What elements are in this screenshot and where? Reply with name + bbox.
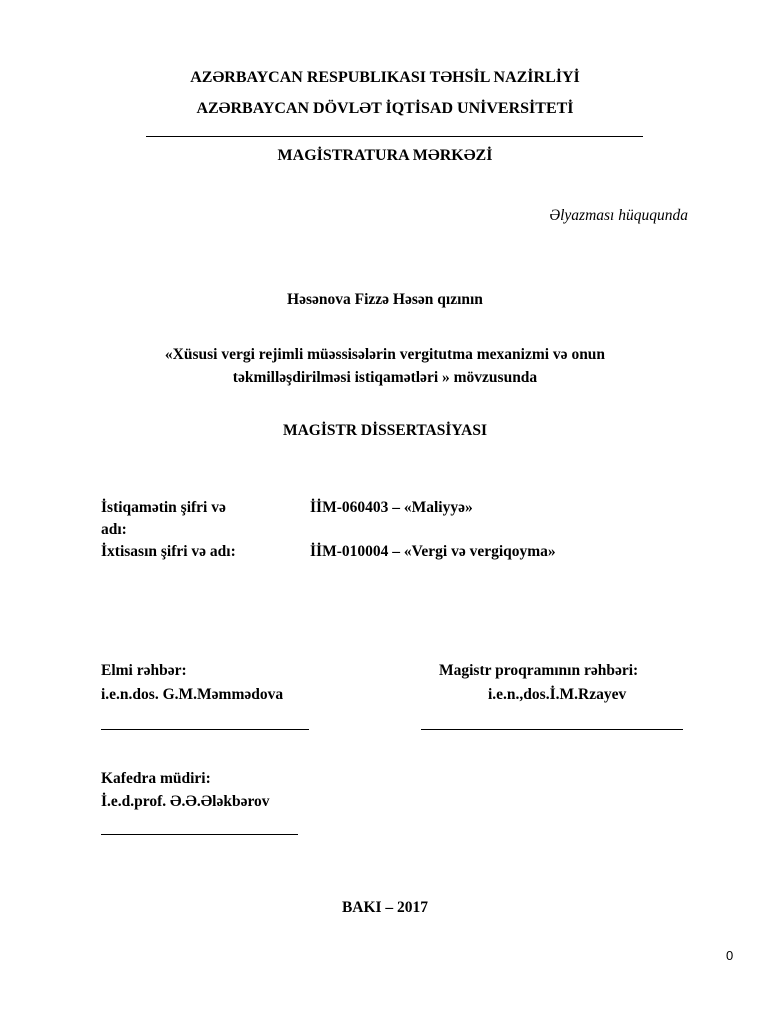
- advisor-signature-line: [101, 729, 309, 730]
- direction-label-line-2: adı:: [101, 521, 127, 538]
- direction-value: İİM-060403 – «Maliyyə»: [310, 499, 473, 516]
- advisor-name: i.e.n.dos. G.M.Məmmədova: [101, 686, 284, 703]
- program-head-title: Magistr proqramının rəhbəri:: [439, 662, 639, 679]
- direction-label-line-1: İstiqamətin şifri və: [101, 499, 226, 516]
- dept-head-name: İ.e.d.prof. Ə.Ə.Ələkbərov: [101, 793, 270, 810]
- topic-line-2: təkmilləşdirilməsi istiqamətləri » mövzusunda: [232, 369, 538, 386]
- program-head-name: i.e.n.,dos.İ.M.Rzayev: [488, 686, 627, 703]
- manuscript-note: Əlyazması hüququnda: [549, 207, 688, 224]
- dept-head-signature-line: [101, 834, 298, 835]
- document-type: MAGİSTR DİSSERTASİYASI: [282, 422, 488, 439]
- specialty-value: İİM-010004 – «Vergi və vergiqoyma»: [310, 543, 556, 560]
- ministry-title: AZƏRBAYCAN RESPUBLIKASI TƏHSİL NAZİRLİYİ: [190, 69, 580, 86]
- center-title: MAGİSTRATURA MƏRKƏZİ: [277, 147, 493, 164]
- advisor-title: Elmi rəhbər:: [101, 662, 187, 679]
- university-title: AZƏRBAYCAN DÖVLƏT İQTİSAD UNİVERSİTETİ: [196, 100, 574, 117]
- header-divider: [146, 136, 643, 137]
- author-name: Həsənova Fizzə Həsən qızının: [287, 291, 483, 308]
- topic-line-1: «Xüsusi vergi rejimli müəssisələrin vergitutma mexanizmi və onun: [164, 346, 606, 363]
- dept-head-title: Kafedra müdiri:: [101, 770, 211, 787]
- city-year: BAKI – 2017: [341, 899, 429, 916]
- specialty-label: İxtisasın şifri və adı:: [101, 543, 236, 560]
- program-head-signature-line: [421, 729, 683, 730]
- page-number: 0: [726, 948, 734, 963]
